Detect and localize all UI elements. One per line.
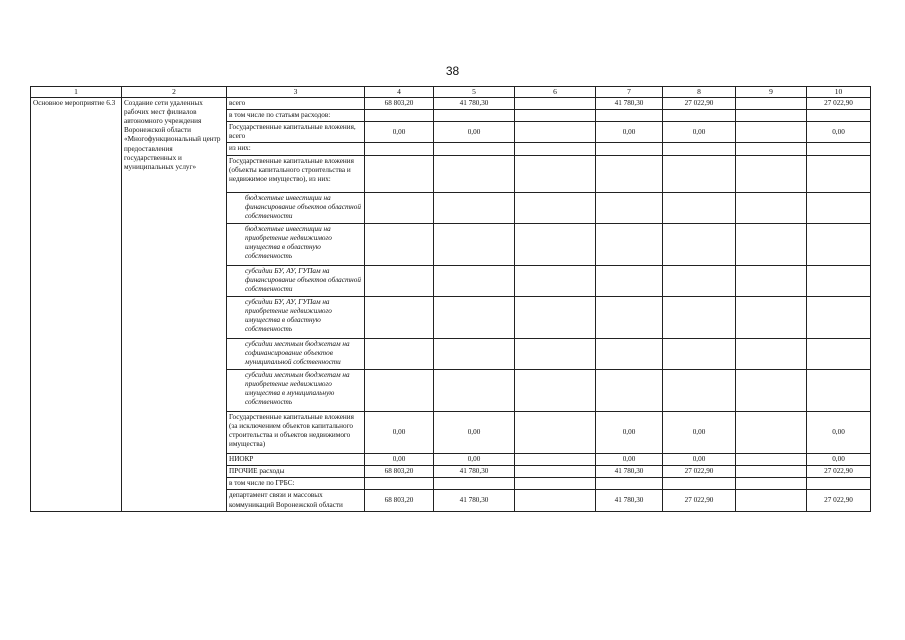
row-label: субсидии БУ, АУ, ГУПам на финансирование объектов областной собственности xyxy=(227,265,365,296)
value-cell xyxy=(434,109,515,121)
value-cell xyxy=(365,369,434,411)
value-cell xyxy=(596,478,663,490)
value-cell: 0,00 xyxy=(663,411,736,453)
value-cell: 27 022,90 xyxy=(807,490,871,511)
value-cell: 0,00 xyxy=(596,411,663,453)
value-cell xyxy=(365,338,434,369)
value-cell: 0,00 xyxy=(596,453,663,465)
value-cell xyxy=(515,490,596,511)
value-cell xyxy=(365,478,434,490)
value-cell xyxy=(434,223,515,265)
value-cell xyxy=(736,265,807,296)
row-label: бюджетные инвестиции на финансирование объектов областной собственности xyxy=(227,192,365,223)
value-cell xyxy=(596,155,663,192)
row-label: субсидии БУ, АУ, ГУПам на приобретение недвижимого имущества в областную собственность xyxy=(227,296,365,338)
value-cell: 0,00 xyxy=(434,453,515,465)
value-cell: 27 022,90 xyxy=(663,465,736,477)
value-cell xyxy=(736,411,807,453)
value-cell xyxy=(365,223,434,265)
value-cell xyxy=(663,338,736,369)
value-cell xyxy=(736,490,807,511)
value-cell xyxy=(807,265,871,296)
value-cell xyxy=(515,265,596,296)
value-cell xyxy=(515,338,596,369)
value-cell xyxy=(515,453,596,465)
row-label: Государственные капитальные вложения (объекты капитального строительства и недвижимое имущество), из них: xyxy=(227,155,365,192)
value-cell: 27 022,90 xyxy=(663,97,736,109)
value-cell xyxy=(515,122,596,143)
row-label: Государственные капитальные вложения (за исключением объектов капитального строительства и объектов недвижимого имущества) xyxy=(227,411,365,453)
value-cell: 27 022,90 xyxy=(807,97,871,109)
value-cell xyxy=(807,478,871,490)
column-header: 7 xyxy=(596,87,663,98)
value-cell xyxy=(515,369,596,411)
table-row xyxy=(31,97,871,109)
value-cell: 68 803,20 xyxy=(365,465,434,477)
value-cell xyxy=(515,192,596,223)
column-header: 3 xyxy=(227,87,365,98)
value-cell: 0,00 xyxy=(807,453,871,465)
column-number-row xyxy=(31,87,871,98)
value-cell xyxy=(663,155,736,192)
value-cell: 0,00 xyxy=(365,411,434,453)
value-cell xyxy=(515,296,596,338)
value-cell xyxy=(736,478,807,490)
value-cell: 41 780,30 xyxy=(434,465,515,477)
value-cell xyxy=(596,192,663,223)
column-header: 9 xyxy=(736,87,807,98)
column-header: 6 xyxy=(515,87,596,98)
value-cell xyxy=(807,296,871,338)
column-header: 8 xyxy=(663,87,736,98)
row-label: из них: xyxy=(227,143,365,155)
value-cell xyxy=(736,338,807,369)
value-cell: 0,00 xyxy=(663,122,736,143)
value-cell xyxy=(515,109,596,121)
value-cell xyxy=(736,109,807,121)
value-cell xyxy=(434,143,515,155)
value-cell: 0,00 xyxy=(663,453,736,465)
column-header: 4 xyxy=(365,87,434,98)
value-cell xyxy=(736,97,807,109)
value-cell xyxy=(365,265,434,296)
value-cell xyxy=(736,296,807,338)
row-label: бюджетные инвестиции на приобретение недвижимого имущества в областную собственность xyxy=(227,223,365,265)
value-cell: 41 780,30 xyxy=(596,97,663,109)
value-cell xyxy=(434,478,515,490)
value-cell xyxy=(736,223,807,265)
value-cell xyxy=(736,192,807,223)
value-cell: 41 780,30 xyxy=(596,490,663,511)
value-cell xyxy=(596,265,663,296)
value-cell xyxy=(365,155,434,192)
row-label: в том числе по статьям расходов: xyxy=(227,109,365,121)
column-header: 2 xyxy=(122,87,227,98)
value-cell xyxy=(663,192,736,223)
value-cell: 0,00 xyxy=(434,122,515,143)
value-cell xyxy=(807,223,871,265)
budget-table xyxy=(30,86,871,512)
value-cell: 0,00 xyxy=(365,122,434,143)
activity-cell: Основное мероприятие 6.3 xyxy=(31,97,122,511)
value-cell xyxy=(807,338,871,369)
value-cell xyxy=(736,143,807,155)
column-header: 1 xyxy=(31,87,122,98)
value-cell xyxy=(663,223,736,265)
value-cell xyxy=(807,369,871,411)
row-label: ПРОЧИЕ расходы xyxy=(227,465,365,477)
column-header: 5 xyxy=(434,87,515,98)
page-number: 38 xyxy=(445,64,460,78)
value-cell: 0,00 xyxy=(434,411,515,453)
row-label: в том числе по ГРБС: xyxy=(227,478,365,490)
value-cell xyxy=(596,223,663,265)
value-cell: 0,00 xyxy=(807,411,871,453)
value-cell xyxy=(596,338,663,369)
value-cell xyxy=(434,296,515,338)
value-cell xyxy=(515,465,596,477)
value-cell xyxy=(736,453,807,465)
value-cell xyxy=(515,143,596,155)
value-cell xyxy=(596,296,663,338)
value-cell xyxy=(434,265,515,296)
column-header: 10 xyxy=(807,87,871,98)
value-cell xyxy=(663,296,736,338)
value-cell xyxy=(663,143,736,155)
value-cell xyxy=(736,369,807,411)
value-cell xyxy=(515,411,596,453)
value-cell xyxy=(434,369,515,411)
value-cell: 41 780,30 xyxy=(434,97,515,109)
value-cell xyxy=(596,369,663,411)
value-cell xyxy=(807,143,871,155)
row-label: субсидии местным бюджетам на приобретение недвижимого имущества в муниципальную собственность xyxy=(227,369,365,411)
value-cell xyxy=(807,109,871,121)
value-cell xyxy=(434,338,515,369)
value-cell xyxy=(736,465,807,477)
value-cell: 27 022,90 xyxy=(807,465,871,477)
value-cell xyxy=(365,296,434,338)
description-cell: Создание сети удаленных рабочих мест филиалов автономного учреждения Воронежской области «Многофункциональный центр предоставления государственных и муниципальных услуг» xyxy=(122,97,227,511)
value-cell: 68 803,20 xyxy=(365,490,434,511)
value-cell xyxy=(663,478,736,490)
value-cell: 27 022,90 xyxy=(663,490,736,511)
value-cell xyxy=(596,143,663,155)
row-label: субсидии местным бюджетам на софинансирование объектов муниципальной собственности xyxy=(227,338,365,369)
value-cell xyxy=(736,155,807,192)
value-cell xyxy=(663,109,736,121)
value-cell: 0,00 xyxy=(365,453,434,465)
value-cell xyxy=(434,155,515,192)
row-label: департамент связи и массовых коммуникаций Воронежской области xyxy=(227,490,365,511)
value-cell: 0,00 xyxy=(596,122,663,143)
value-cell xyxy=(434,192,515,223)
value-cell xyxy=(807,155,871,192)
value-cell: 68 803,20 xyxy=(365,97,434,109)
value-cell: 41 780,30 xyxy=(434,490,515,511)
value-cell xyxy=(596,109,663,121)
row-label: НИОКР xyxy=(227,453,365,465)
value-cell xyxy=(736,122,807,143)
value-cell xyxy=(663,369,736,411)
value-cell xyxy=(515,478,596,490)
value-cell xyxy=(365,192,434,223)
value-cell: 41 780,30 xyxy=(596,465,663,477)
row-label: Государственные капитальные вложения, всего xyxy=(227,122,365,143)
value-cell: 0,00 xyxy=(807,122,871,143)
value-cell xyxy=(663,265,736,296)
row-label: всего xyxy=(227,97,365,109)
value-cell xyxy=(365,109,434,121)
value-cell xyxy=(515,155,596,192)
value-cell xyxy=(807,192,871,223)
value-cell xyxy=(515,223,596,265)
value-cell xyxy=(515,97,596,109)
value-cell xyxy=(365,143,434,155)
